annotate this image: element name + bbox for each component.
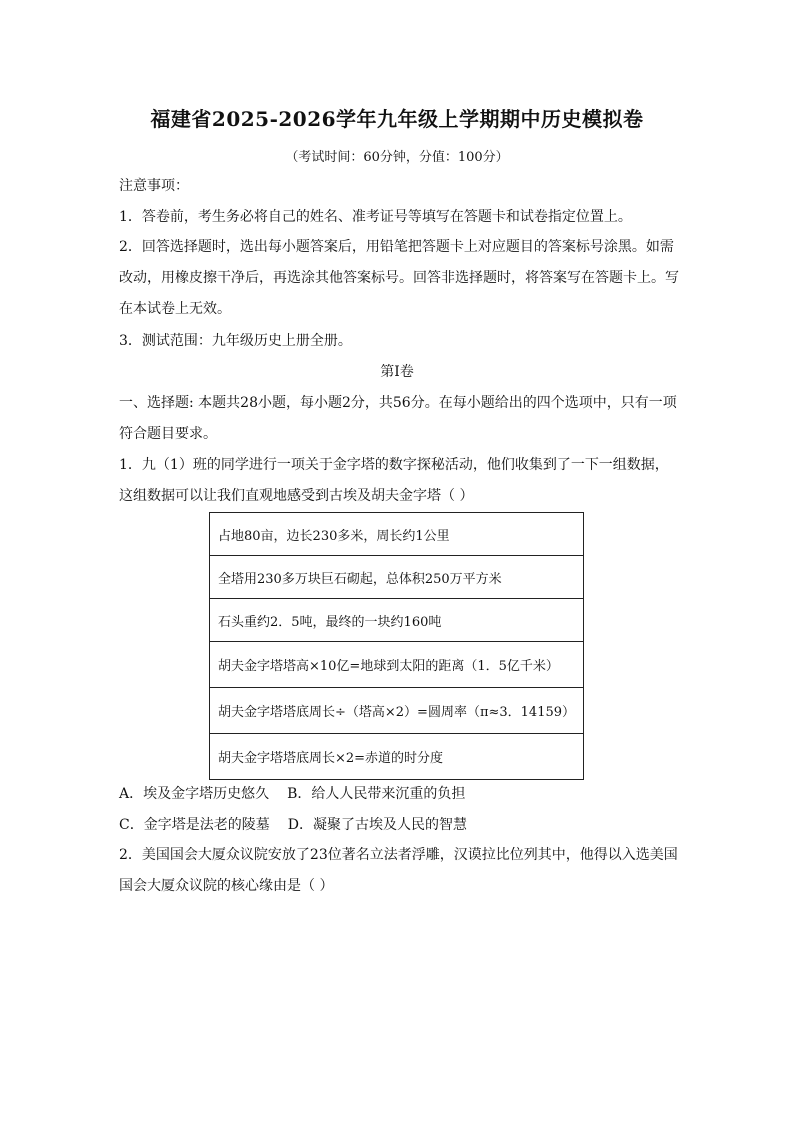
question-1-options-cd (119, 815, 467, 835)
notice-item-2: 2．回答选择题时，选出每小题答案后，用铅笔把答题卡上对应题目的答案标号涂黑。如需改动，用橡皮擦干净后，再选涂其他答案标号。回答非选择题时，将答案写在答题卡上。写在本试卷上无效。 (119, 239, 679, 317)
option-c: C．金字塔是法老的陵墓 (119, 817, 270, 833)
table-row (210, 642, 584, 688)
table-cell: 胡夫金字塔塔底周长×2=赤道的时分度 (210, 734, 584, 780)
table-cell: 占地80亩，边长230多米，周长约1公里 (210, 513, 584, 556)
table-row (210, 734, 584, 780)
question-2-stem: 2．美国国会大厦众议院安放了23位著名立法者浮雕，汉谟拉比位列其中，他得以入选美国国会大厦众议院的核心缘由是（ ） (119, 847, 678, 894)
exam-subtitle: （考试时间：60分钟，分值：100分） (285, 150, 509, 165)
exam-title: 福建省2025-2026学年九年级上学期期中历史模拟卷 (150, 107, 644, 131)
table-row (210, 688, 584, 734)
table-row (210, 556, 584, 599)
notice-item-3: 3．测试范围：九年级历史上册全册。 (119, 333, 352, 349)
section-heading: 第I卷 (380, 364, 414, 380)
table-row (210, 513, 584, 556)
question-1-options-ab (119, 784, 465, 804)
notice-item-1: 1．答卷前，考生务必将自己的姓名、准考证号等填写在答题卡和试卷指定位置上。 (119, 209, 632, 225)
table-cell: 胡夫金字塔塔高×10亿=地球到太阳的距离（1．5亿千米） (210, 642, 584, 688)
table-row (210, 599, 584, 642)
notice-heading: 注意事项： (119, 178, 189, 194)
table-cell: 全塔用230多万块巨石砌起，总体积250万平方米 (210, 556, 584, 599)
part-intro: 一、选择题: 本题共28小题，每小题2分，共56分。在每小题给出的四个选项中，只有一项符合题目要求。 (119, 395, 677, 442)
table-cell: 石头重约2．5吨，最终的一块约160吨 (210, 599, 584, 642)
question-1-data-table (209, 512, 584, 780)
option-b: B．给人人民带来沉重的负担 (287, 786, 466, 802)
question-1-stem: 1．九（1）班的同学进行一项关于金字塔的数字探秘活动，他们收集到了一下一组数据，这组数据可以让我们直观地感受到古埃及胡夫金字塔（ ） (119, 457, 669, 504)
option-a: A．埃及金字塔历史悠久 (119, 786, 270, 802)
option-d: D．凝聚了古埃及人民的智慧 (287, 817, 467, 833)
table-cell: 胡夫金字塔塔底周长÷（塔高×2）=圆周率（π≈3．14159） (210, 688, 584, 734)
